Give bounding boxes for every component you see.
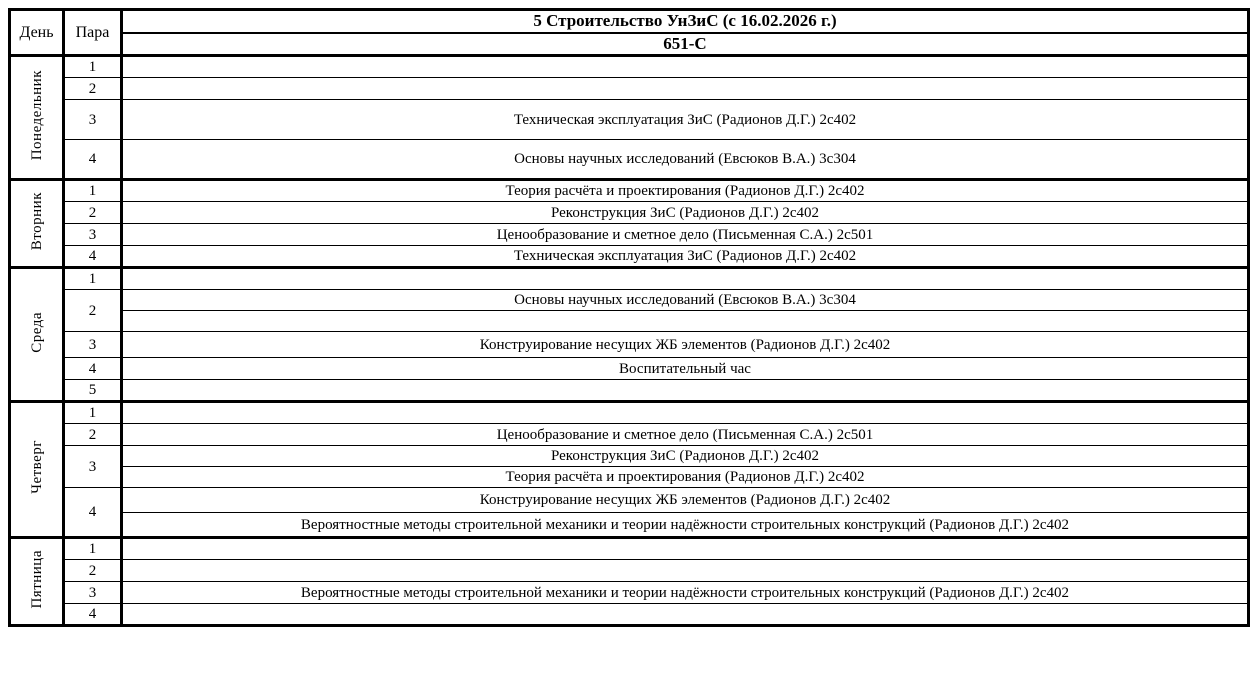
pair-row [10, 560, 1249, 582]
lesson-cell [122, 604, 1249, 626]
day-label-thursday [10, 402, 64, 538]
lesson-cell: Вероятностные методы строительной механики и теории надёжности строительных конструкций (Радионов Д.Г.) 2с402 [122, 582, 1249, 604]
pair-number: 1 [64, 180, 122, 202]
lesson-cell: Техническая эксплуатация ЗиС (Радионов Д.Г.) 2с402 [122, 246, 1249, 268]
lesson-cell [122, 56, 1249, 78]
lesson-cell [122, 402, 1249, 424]
timetable [8, 8, 1250, 627]
pair-row [10, 488, 1249, 513]
day-label-monday [10, 56, 64, 180]
pair-row [10, 538, 1249, 560]
pair-number: 4 [64, 358, 122, 380]
lesson-cell: Воспитательный час [122, 358, 1249, 380]
pair-row [10, 380, 1249, 402]
day-label-tuesday [10, 180, 64, 268]
lesson-cell: Вероятностные методы строительной механики и теории надёжности строительных конструкций (Радионов Д.Г.) 2с402 [122, 513, 1249, 538]
group-title: 5 Строительство УнЗиС (с 16.02.2026 г.) [122, 10, 1249, 33]
lesson-cell [122, 538, 1249, 560]
pair-number: 4 [64, 604, 122, 626]
pair-number: 1 [64, 56, 122, 78]
header-row-1 [10, 10, 1249, 33]
lesson-cell [122, 78, 1249, 100]
pair-row [10, 140, 1249, 180]
lesson-cell: Конструирование несущих ЖБ элементов (Радионов Д.Г.) 2с402 [122, 332, 1249, 358]
lesson-cell: Техническая эксплуатация ЗиС (Радионов Д.Г.) 2с402 [122, 100, 1249, 140]
pair-number: 5 [64, 380, 122, 402]
pair-number: 1 [64, 402, 122, 424]
pair-number: 2 [64, 290, 122, 332]
pair-number: 4 [64, 246, 122, 268]
day-name: Среда [28, 311, 45, 353]
pair-row [10, 290, 1249, 311]
day-label-wednesday [10, 268, 64, 402]
lesson-cell: Ценообразование и сметное дело (Письменная С.А.) 2с501 [122, 224, 1249, 246]
pair-row [10, 202, 1249, 224]
pair-number: 2 [64, 202, 122, 224]
day-name: Четверг [28, 440, 45, 494]
day-name: Понедельник [28, 69, 45, 161]
lesson-cell: Основы научных исследований (Евсюков В.А.) 3с304 [122, 140, 1249, 180]
lesson-cell [122, 560, 1249, 582]
day-name: Вторник [28, 191, 45, 251]
pair-subrow [10, 311, 1249, 332]
pair-row [10, 446, 1249, 467]
pair-subrow [10, 467, 1249, 488]
pair-row [10, 358, 1249, 380]
group-code: 651-С [122, 33, 1249, 56]
lesson-cell: Реконструкция ЗиС (Радионов Д.Г.) 2с402 [122, 202, 1249, 224]
pair-number: 3 [64, 446, 122, 488]
pair-column-header: Пара [64, 10, 122, 56]
header-row-2 [10, 33, 1249, 56]
pair-row [10, 78, 1249, 100]
pair-row [10, 424, 1249, 446]
lesson-cell: Основы научных исследований (Евсюков В.А.) 3с304 [122, 290, 1249, 311]
lesson-cell [122, 311, 1249, 332]
pair-row [10, 224, 1249, 246]
pair-row [10, 582, 1249, 604]
pair-row [10, 402, 1249, 424]
day-label-friday [10, 538, 64, 626]
pair-number: 3 [64, 100, 122, 140]
lesson-cell: Реконструкция ЗиС (Радионов Д.Г.) 2с402 [122, 446, 1249, 467]
lesson-cell: Теория расчёта и проектирования (Радионов Д.Г.) 2с402 [122, 467, 1249, 488]
pair-row [10, 268, 1249, 290]
lesson-cell: Конструирование несущих ЖБ элементов (Радионов Д.Г.) 2с402 [122, 488, 1249, 513]
pair-number: 2 [64, 560, 122, 582]
pair-number: 2 [64, 78, 122, 100]
day-column-header: День [10, 10, 64, 56]
pair-row [10, 100, 1249, 140]
pair-number: 3 [64, 582, 122, 604]
pair-number: 4 [64, 140, 122, 180]
pair-number: 3 [64, 332, 122, 358]
pair-row [10, 246, 1249, 268]
lesson-cell [122, 380, 1249, 402]
lesson-cell: Ценообразование и сметное дело (Письменная С.А.) 2с501 [122, 424, 1249, 446]
day-name: Пятница [28, 549, 45, 609]
pair-row [10, 604, 1249, 626]
pair-number: 1 [64, 538, 122, 560]
pair-number: 3 [64, 224, 122, 246]
pair-subrow [10, 513, 1249, 538]
lesson-cell: Теория расчёта и проектирования (Радионов Д.Г.) 2с402 [122, 180, 1249, 202]
pair-row [10, 332, 1249, 358]
pair-row [10, 180, 1249, 202]
lesson-cell [122, 268, 1249, 290]
pair-number: 1 [64, 268, 122, 290]
pair-number: 4 [64, 488, 122, 538]
pair-number: 2 [64, 424, 122, 446]
pair-row [10, 56, 1249, 78]
